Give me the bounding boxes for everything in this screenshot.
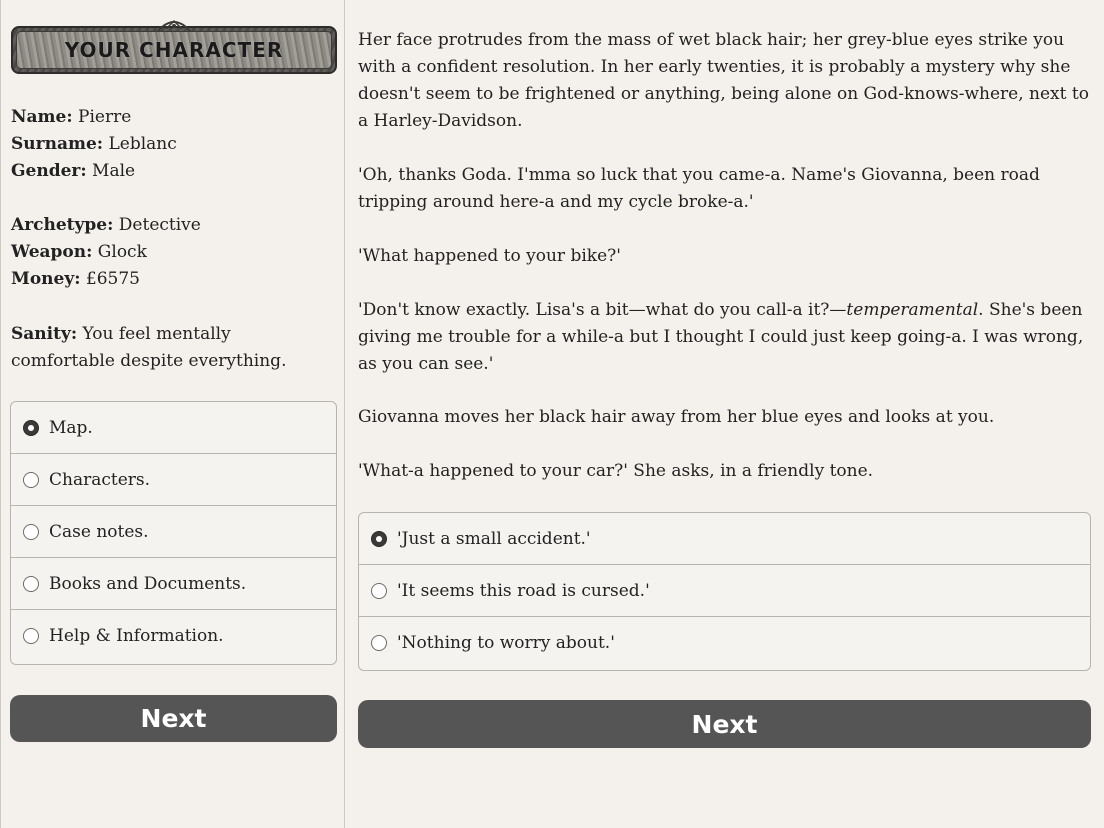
story-text: . She's been giving me trouble for a while-a but I thought I could just keep going-a. I was wrong, as you can see.' <box>358 300 1084 374</box>
banner-title: YOUR CHARACTER <box>64 38 284 62</box>
menu-item-label: Characters. <box>49 469 151 490</box>
choice-road-cursed[interactable] <box>359 565 1090 617</box>
dialogue-choices <box>358 512 1091 671</box>
stat-surname <box>11 133 331 155</box>
choice-label: 'It seems this road is cursed.' <box>397 580 650 601</box>
story-paragraph: 'Oh, thanks Goda. I'mma so luck that you came-a. Name's Giovanna, been road tripping around here-a and my cycle broke-a.' <box>358 165 1040 212</box>
menu-item-map[interactable] <box>11 402 336 454</box>
story-text: 'Don't know exactly. Lisa's a bit—what do you call-a it?— <box>358 300 847 320</box>
story-paragraph: 'What happened to your bike?' <box>358 246 621 266</box>
sidebar-next-button[interactable]: Next <box>10 695 337 742</box>
character-banner <box>11 26 337 74</box>
stat-label: Money: <box>11 269 81 289</box>
radio-checked-icon[interactable] <box>23 420 39 436</box>
radio-unchecked-icon[interactable] <box>23 628 39 644</box>
choice-nothing-to-worry[interactable] <box>359 617 1090 669</box>
story-paragraph <box>358 297 1093 378</box>
story-next-button[interactable]: Next <box>358 700 1091 748</box>
menu-item-label: Map. <box>49 417 93 438</box>
story-paragraph: 'What-a happened to your car?' She asks, in a friendly tone. <box>358 461 874 481</box>
story-emphasis: temperamental <box>846 300 979 320</box>
radio-unchecked-icon[interactable] <box>23 472 39 488</box>
menu-item-help-information[interactable] <box>11 610 336 662</box>
stat-value: £6575 <box>80 269 140 289</box>
stat-archetype <box>11 214 331 236</box>
stat-gender <box>11 160 331 182</box>
stat-value: Male <box>86 161 136 181</box>
stat-label: Weapon: <box>11 242 93 262</box>
stat-value: Leblanc <box>103 134 177 154</box>
menu-item-books-documents[interactable] <box>11 558 336 610</box>
stat-money <box>11 268 331 290</box>
choice-label: 'Just a small accident.' <box>397 528 591 549</box>
stat-weapon <box>11 241 331 263</box>
choice-small-accident[interactable] <box>359 513 1090 565</box>
character-sidebar <box>0 0 345 828</box>
stat-label: Gender: <box>11 161 87 181</box>
stat-label: Archetype: <box>11 215 114 235</box>
radio-unchecked-icon[interactable] <box>23 524 39 540</box>
stat-label: Surname: <box>11 134 104 154</box>
stat-value: Pierre <box>72 107 132 127</box>
menu-item-label: Books and Documents. <box>49 573 247 594</box>
stat-label: Name: <box>11 107 73 127</box>
stat-value: Glock <box>92 242 147 262</box>
stat-name <box>11 106 331 128</box>
radio-unchecked-icon[interactable] <box>371 583 387 599</box>
sidebar-menu <box>10 401 337 665</box>
story-paragraph: Giovanna moves her black hair away from her blue eyes and looks at you. <box>358 407 995 427</box>
choice-label: 'Nothing to worry about.' <box>397 633 615 653</box>
radio-unchecked-icon[interactable] <box>371 635 387 651</box>
story-panel <box>346 0 1104 828</box>
menu-item-case-notes[interactable] <box>11 506 336 558</box>
menu-item-label: Case notes. <box>49 521 149 542</box>
stat-sanity <box>11 321 331 375</box>
stat-label: Sanity: <box>11 324 78 344</box>
menu-item-characters[interactable] <box>11 454 336 506</box>
stat-value: You feel mentally comfortable despite everything. <box>11 324 287 371</box>
story-paragraph: Her face protrudes from the mass of wet black hair; her grey-blue eyes strike you with a confident resolution. In her early twenties, it is probably a mystery why she doesn't seem to be frightened or anything, being alone on God-knows-where, next to a Harley-Davidson. <box>358 30 1089 131</box>
stat-value: Detective <box>113 215 201 235</box>
menu-item-label: Help & Information. <box>49 626 224 646</box>
radio-unchecked-icon[interactable] <box>23 576 39 592</box>
radio-checked-icon[interactable] <box>371 531 387 547</box>
